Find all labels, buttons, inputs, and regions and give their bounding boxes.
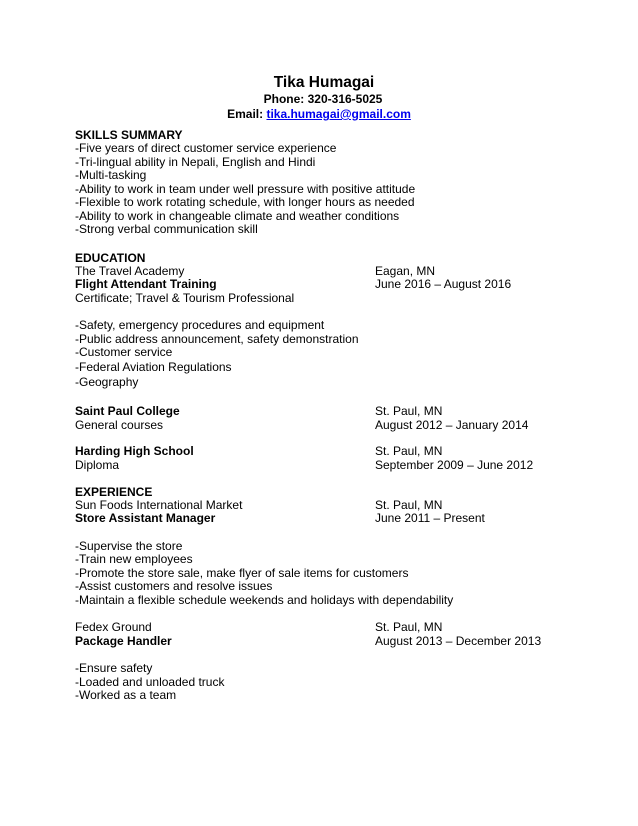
topic-item: -Federal Aviation Regulations xyxy=(75,359,232,374)
school-name: Harding High School xyxy=(75,443,194,458)
duty-item: -Worked as a team xyxy=(75,688,177,702)
employer-name: Sun Foods International Market xyxy=(75,497,243,512)
job2-row xyxy=(75,621,615,635)
skill-item: -Ability to work in team under well pressure with positive attitude xyxy=(75,181,416,196)
spc-row xyxy=(75,405,615,419)
email-line xyxy=(0,107,638,122)
duty-item: -Loaded and unloaded truck xyxy=(75,674,225,689)
job-dates: June 2011 – Present xyxy=(375,511,485,525)
school-location: St. Paul, MN xyxy=(375,443,443,458)
program-name: General courses xyxy=(75,418,164,432)
hhs-row xyxy=(75,445,615,459)
travel-academy-row xyxy=(75,265,615,279)
duty-item: -Promote the store sale, make flyer of sale items for customers xyxy=(75,565,409,580)
program-dates: August 2012 – January 2014 xyxy=(375,418,529,432)
job1-title-row xyxy=(75,512,615,526)
certificate-line: Certificate; Travel & Tourism Professional xyxy=(75,290,295,305)
employer-name: Fedex Ground xyxy=(75,620,152,634)
email-label: Email: xyxy=(227,107,264,121)
skill-item: -Ability to work in changeable climate and weather conditions xyxy=(75,208,400,223)
program-name: Flight Attendant Training xyxy=(75,277,217,291)
skill-item: -Flexible to work rotating schedule, with longer hours as needed xyxy=(75,195,415,209)
phone-line: Phone: 320-316-5025 xyxy=(263,92,383,106)
resume-header xyxy=(0,74,638,122)
school-name: The Travel Academy xyxy=(75,263,185,278)
duty-item: -Ensure safety xyxy=(75,661,153,675)
email-link[interactable]: tika.humagai@gmail.com xyxy=(266,107,411,121)
program-dates: June 2016 – August 2016 xyxy=(375,277,512,291)
hhs-program-row xyxy=(75,458,615,474)
skill-item: -Tri-lingual ability in Nepali, English and Hindi xyxy=(75,154,316,169)
school-location: Eagan, MN xyxy=(375,263,436,278)
topic-item: -Geography xyxy=(75,375,139,389)
skills-heading: SKILLS SUMMARY xyxy=(75,128,183,142)
skill-item: -Five years of direct customer service experience xyxy=(75,141,337,155)
experience-heading: EXPERIENCE xyxy=(75,484,153,499)
resume-body xyxy=(75,128,615,703)
spc-program-row xyxy=(75,418,615,434)
program-dates: September 2009 – June 2012 xyxy=(375,458,534,472)
duty-item: -Train new employees xyxy=(75,552,193,566)
duty-item: -Maintain a flexible schedule weekends and holidays with dependability xyxy=(75,592,454,607)
job-dates: August 2013 – December 2013 xyxy=(375,633,542,648)
job-title: Store Assistant Manager xyxy=(75,511,216,525)
topic-item: -Safety, emergency procedures and equipment xyxy=(75,318,325,332)
education-heading: EDUCATION xyxy=(75,250,146,265)
duty-item: -Assist customers and resolve issues xyxy=(75,579,273,593)
topic-item: -Customer service xyxy=(75,345,173,359)
employer-location: St. Paul, MN xyxy=(375,497,443,512)
skill-item: -Multi-tasking xyxy=(75,168,147,182)
job1-row xyxy=(75,499,615,513)
program-name: Diploma xyxy=(75,458,120,472)
job2-title-row xyxy=(75,635,615,649)
employer-location: St. Paul, MN xyxy=(375,620,443,634)
school-location: St. Paul, MN xyxy=(375,403,443,418)
travel-program-row xyxy=(75,278,615,292)
job-title: Package Handler xyxy=(75,633,172,648)
school-name: Saint Paul College xyxy=(75,403,180,418)
applicant-name: Tika Humagai xyxy=(273,74,375,91)
topic-item: -Public address announcement, safety demonstration xyxy=(75,331,359,346)
duty-item: -Supervise the store xyxy=(75,538,183,553)
skill-item: -Strong verbal communication skill xyxy=(75,222,258,236)
